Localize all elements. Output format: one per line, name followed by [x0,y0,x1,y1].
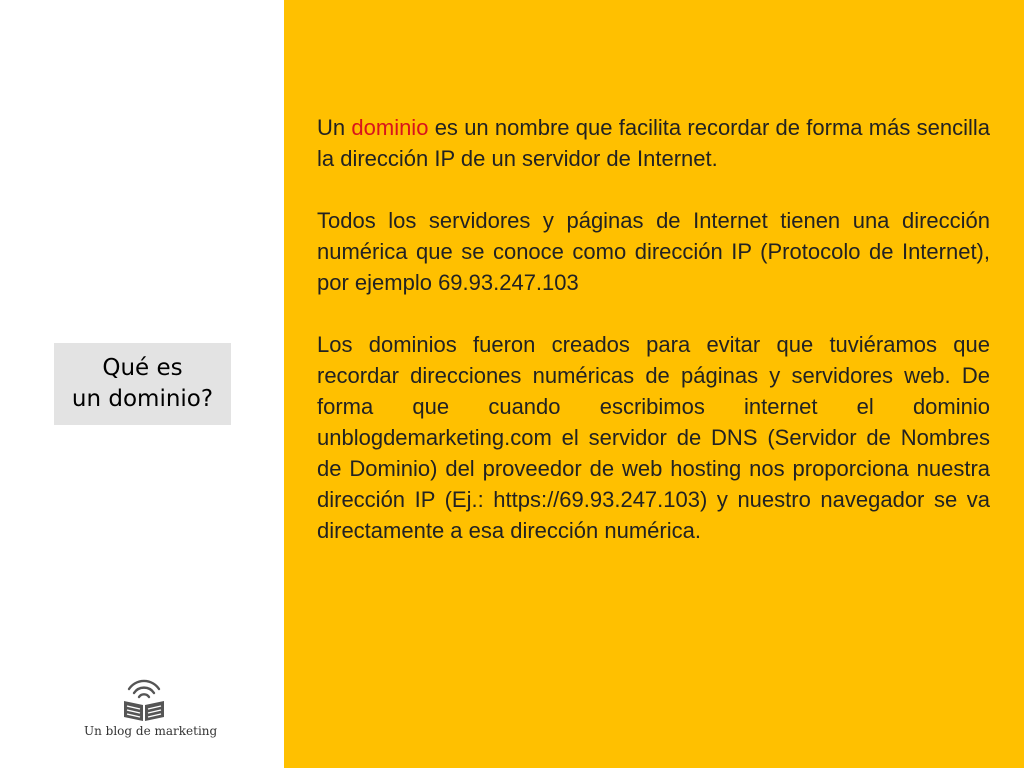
highlight-term: dominio [351,115,429,140]
logo [84,675,218,745]
title-line-2: un dominio? [71,386,214,412]
title-box [54,343,231,425]
paragraph-3: Los dominios fueron creados para evitar que tuviéramos que recordar direcciones numéricas de páginas y servidores web. De forma que cuando escribimos internet el dominio unblogdemarketing.com el servidor de DNS (Servidor de Nombres de Dominio) del proveedor de web hosting nos proporciona nuestra dirección IP (Ej.: https://69.93.247.103) y nuestro navegador se va directamente a esa dirección numérica. [317,332,990,543]
title-line-1: Qué es [102,355,183,381]
paragraph-1-after: es un nombre que facilita recordar de forma más sencilla la dirección IP de un servidor de Internet. [317,115,990,171]
logo-text: Un blog de marketing [84,724,218,738]
paragraph-2: Todos los servidores y páginas de Internet tienen una dirección numérica que se conoce como dirección IP (Protocolo de Internet), por ejemplo 69.93.247.103 [317,208,990,295]
paragraph-1-before: Un [317,115,352,140]
left-panel [0,0,284,768]
book-signal-icon [121,675,167,723]
body-text [317,112,990,577]
paragraph-1 [317,112,990,174]
